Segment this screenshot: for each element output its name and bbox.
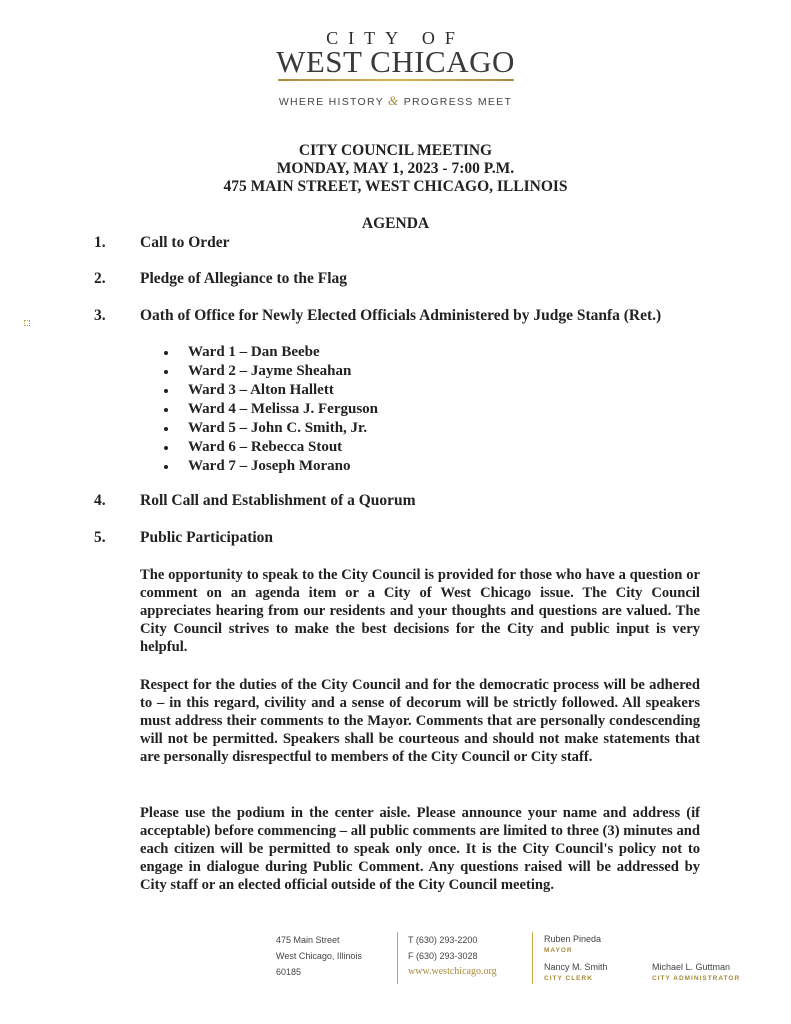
footer-city: West Chicago, Illinois — [276, 951, 362, 961]
public-participation-paragraph-3: Please use the podium in the center aisle. Please announce your name and address (if acceptable) before commencing – all public comments are limited to three (3) minutes and each citizen will be permitted to speak only once. It is the City Council's policy not to engage in dialogue during Public Comment. Any questions raised will be addressed by City staff or an elected official outside of the City Council meeting. — [140, 805, 700, 894]
logo-city-of: CITY OF — [326, 28, 465, 48]
agenda-item-text: Oath of Office for Newly Elected Officials Administered by Judge Stanfa (Ret.) — [140, 307, 662, 324]
agenda-item-1 — [94, 234, 230, 252]
agenda-item-number: 2. — [94, 270, 106, 287]
ward-item: Ward 4 – Melissa J. Ferguson — [164, 400, 378, 419]
agenda-item-text: Roll Call and Establishment of a Quorum — [140, 492, 416, 509]
logo-tagline — [0, 93, 791, 109]
logo-divider — [278, 79, 514, 81]
mayor-name: Ruben Pineda — [544, 934, 602, 944]
mayor-title: MAYOR — [544, 947, 573, 954]
footer-contact — [408, 932, 497, 980]
footer-administrator — [652, 960, 740, 984]
meeting-location: 475 MAIN STREET, WEST CHICAGO, ILLINOIS — [223, 178, 568, 195]
footer-divider — [397, 932, 398, 984]
agenda-heading: AGENDA — [361, 215, 430, 232]
agenda-item-text: Call to Order — [140, 234, 230, 251]
footer-divider — [532, 932, 533, 984]
public-participation-paragraph-2: Respect for the duties of the City Council and for the democratic process will be adhered to – in this regard, civility and a sense of decorum will be strictly followed. All speakers must address their comments to the Mayor. Comments that are personally condescending will not be permitted. Speakers shall be courteous and should not make statements that are personally disrespectful to members of the City Council or City staff. — [140, 677, 700, 766]
ward-list — [164, 343, 378, 476]
ward-item: Ward 7 – Joseph Morano — [164, 457, 378, 476]
agenda-item-3 — [94, 307, 661, 325]
agenda-item-number: 1. — [94, 234, 106, 251]
ward-item: Ward 6 – Rebecca Stout — [164, 438, 378, 457]
agenda-item-number: 4. — [94, 492, 106, 509]
agenda-item-text: Pledge of Allegiance to the Flag — [140, 270, 348, 287]
tagline-part-1: WHERE HISTORY — [278, 96, 384, 108]
meeting-title: CITY COUNCIL MEETING — [298, 142, 493, 159]
ward-item: Ward 3 – Alton Hallett — [164, 381, 378, 400]
footer-officials — [544, 932, 608, 984]
footer-fax: F (630) 293-3028 — [408, 951, 478, 961]
administrator-title: CITY ADMINISTRATOR — [652, 975, 741, 982]
ward-item: Ward 1 – Dan Beebe — [164, 343, 378, 362]
administrator-name: Michael L. Guttman — [652, 962, 731, 972]
footer-zip: 60185 — [276, 967, 302, 977]
meeting-date: MONDAY, MAY 1, 2023 - 7:00 P.M. — [276, 160, 515, 177]
footer-street: 475 Main Street — [276, 935, 340, 945]
footer-website-link[interactable]: www.westchicago.org — [408, 966, 497, 977]
footer-address — [276, 932, 362, 980]
footer-phone: T (630) 293-2200 — [408, 935, 478, 945]
clerk-name: Nancy M. Smith — [544, 962, 608, 972]
logo-west-chicago: WEST CHICAGO — [276, 44, 515, 79]
ward-item: Ward 5 – John C. Smith, Jr. — [164, 419, 378, 438]
ward-item: Ward 2 – Jayme Sheahan — [164, 362, 378, 381]
margin-mark — [24, 320, 30, 326]
agenda-item-4 — [94, 492, 416, 510]
agenda-item-5 — [94, 529, 273, 547]
agenda-item-number: 5. — [94, 529, 106, 546]
clerk-title: CITY CLERK — [544, 975, 593, 982]
tagline-ampersand: & — [388, 93, 400, 108]
agenda-item-2 — [94, 270, 347, 288]
agenda-item-number: 3. — [94, 307, 106, 324]
public-participation-paragraph-1: The opportunity to speak to the City Council is provided for those who have a question or comment on an agenda item or a City of West Chicago issue. The City Council appreciates hearing from our residents and your thoughts and questions are valued. The City Council strives to make the best decisions for the City and public input is very helpful. — [140, 567, 700, 656]
agenda-item-text: Public Participation — [140, 529, 274, 546]
tagline-part-2: PROGRESS MEET — [403, 96, 513, 108]
